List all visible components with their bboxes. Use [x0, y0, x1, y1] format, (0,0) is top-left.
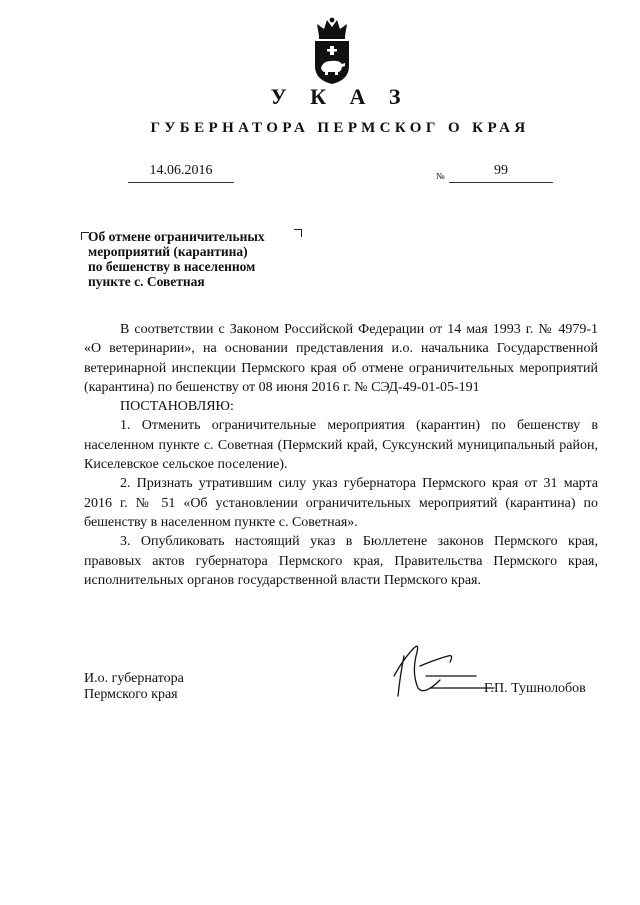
signer-position	[84, 671, 184, 702]
heading-line: мероприятий (карантина)	[88, 244, 248, 259]
signer-position-line: И.о. губернатора	[84, 671, 184, 686]
document-subtitle: ГУБЕРНАТОРА ПЕРМСКОГ О КРАЯ	[150, 120, 530, 136]
heading-line: пункте с. Советная	[88, 274, 205, 289]
paragraph-item-3: 3. Опубликовать настоящий указ в Бюллетене законов Пермского края, правовых актов губернатора Пермского края, Правительства Пермского края, исполнительных органов государственной власти Пермского края.	[84, 534, 598, 588]
signature-icon	[390, 636, 498, 704]
date-field	[128, 160, 234, 183]
number-sign: №	[436, 171, 445, 181]
document-heading	[88, 229, 303, 289]
heading-line: Об отмене ограничительных	[88, 229, 265, 244]
document-number: 99	[494, 163, 508, 178]
paragraph-item-1: 1. Отменить ограничительные мероприятия (карантин) по бешенству в населенном пункте с. Советная (Пермский край, Суксунский муниципальный район, Киселевское сельское поселение).	[84, 418, 598, 473]
document-date: 14.06.2016	[149, 163, 213, 178]
paragraph-item-2: 2. Признать утратившим силу указ губернатора Пермского края от 31 марта 2016 г. № 51 «Об установлении ограничительных мероприятий (карантина) по бешенству в населенном пункте с. Советная».	[84, 476, 598, 530]
signer-position-line: Пермского края	[84, 686, 178, 702]
paragraph-preamble: В соответствии с Законом Российской Федерации от 14 мая 1993 г. № 4979-1 «О ветеринарии», на основании представления и.о. начальника Государственной ветеринарной инспекции Пермского края об отмене ограничительных мероприятий (карантина) по бешенству от 08 июня 2016 г. № СЭД-49-01-05-191	[84, 322, 598, 395]
document-body	[84, 320, 598, 590]
document-title: У К А З	[270, 84, 410, 109]
signer-name: Г.П. Тушнолобов	[484, 681, 586, 696]
number-field	[449, 160, 553, 183]
heading-line: по бешенству в населенном	[88, 259, 256, 274]
paragraph-resolve: ПОСТАНОВЛЯЮ:	[120, 399, 234, 415]
coat-of-arms-icon	[311, 14, 353, 86]
